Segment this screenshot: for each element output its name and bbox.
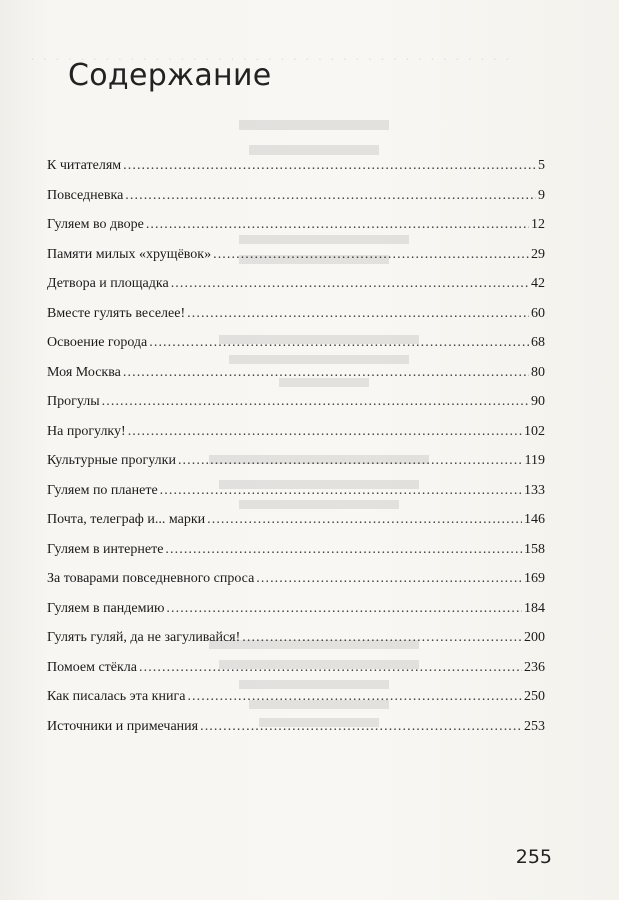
toc-entry-page: 119 <box>524 453 545 468</box>
dot-leader <box>256 564 522 594</box>
dot-leader <box>146 210 529 240</box>
toc-entry-page: 90 <box>531 394 545 409</box>
toc-entry-title: На прогулку! <box>47 423 126 439</box>
dot-leader <box>171 269 529 299</box>
toc-entry-title: К читателям <box>47 158 122 173</box>
dot-leader <box>160 476 522 506</box>
dot-leader <box>178 446 523 476</box>
toc-entry-title: Помоем стёкла <box>47 659 137 675</box>
dot-leader <box>123 151 536 181</box>
toc-entry-title: Повседневка <box>47 187 124 203</box>
toc-entry <box>47 594 545 624</box>
toc-entry-title: Гуляем во дворе <box>47 217 144 232</box>
toc-entry-title: Детвора и площадка <box>47 276 169 291</box>
toc-entry-title: За товарами повседневного спроса <box>47 571 255 586</box>
toc-entry <box>47 151 545 181</box>
toc-entry <box>47 653 545 683</box>
toc-entry <box>47 299 545 329</box>
show-through-text: . . . . . . . . . . . . . . . . . . . . . . . . . . . . . . . . . . . . . . . <box>0 0 619 900</box>
toc-entry <box>47 269 545 299</box>
toc-entry-page: 200 <box>524 630 545 645</box>
toc-entry-title: Гуляем в пандемию <box>47 600 165 616</box>
toc-entry-title: Источники и примечания <box>47 718 199 734</box>
dot-leader <box>149 328 529 358</box>
toc-entry <box>47 210 545 240</box>
toc-entry-page: 9 <box>538 187 545 203</box>
toc-entry-page: 5 <box>538 158 545 173</box>
toc-entry <box>47 623 545 653</box>
toc-entry-page: 29 <box>531 246 545 262</box>
toc-entry-title: Памяти милых «хрущёвок» <box>47 246 212 262</box>
toc-entry-page: 102 <box>524 423 545 439</box>
toc-entry <box>47 682 545 712</box>
dot-leader <box>187 682 522 712</box>
dot-leader <box>123 358 529 388</box>
toc-entry-title: Освоение города <box>47 335 148 350</box>
toc-entry-title: Как писалась эта книга <box>47 689 186 704</box>
toc-entry-page: 133 <box>524 482 545 498</box>
toc-entry-title: Почта, телеграф и... марки <box>47 512 206 527</box>
toc-entry-page: 60 <box>531 305 545 321</box>
toc-entry <box>47 476 545 506</box>
dot-leader <box>125 181 536 211</box>
toc-entry <box>47 240 545 270</box>
page-title: Содержание <box>68 58 272 93</box>
toc-entry <box>47 505 545 535</box>
toc-entry <box>47 328 545 358</box>
toc-entry-page: 184 <box>524 600 545 616</box>
toc-entry-page: 146 <box>524 512 545 527</box>
toc-entry-title: Гуляем по планете <box>47 482 158 498</box>
dot-leader <box>187 299 529 329</box>
toc-entry-page: 158 <box>524 541 545 557</box>
toc-entry <box>47 446 545 476</box>
dot-leader <box>166 594 522 624</box>
table-of-contents <box>47 151 545 741</box>
toc-entry-page: 42 <box>531 276 545 291</box>
toc-entry <box>47 181 545 211</box>
toc-entry-page: 12 <box>531 217 545 232</box>
dot-leader <box>242 623 522 653</box>
toc-entry-page: 250 <box>524 689 545 704</box>
dot-leader <box>102 387 529 417</box>
toc-entry <box>47 712 545 742</box>
toc-entry <box>47 387 545 417</box>
dot-leader <box>207 505 522 535</box>
toc-entry <box>47 358 545 388</box>
toc-entry-title: Гулять гуляй, да не загуливайся! <box>47 630 241 645</box>
toc-entry-title: Прогулы <box>47 394 100 409</box>
toc-entry-title: Моя Москва <box>47 364 121 380</box>
toc-entry-page: 236 <box>524 659 545 675</box>
toc-entry <box>47 564 545 594</box>
dot-leader <box>139 653 522 683</box>
toc-entry-page: 80 <box>531 364 545 380</box>
toc-entry-page: 169 <box>524 571 545 586</box>
dot-leader <box>128 417 522 447</box>
toc-entry-page: 253 <box>524 718 545 734</box>
toc-entry-page: 68 <box>531 335 545 350</box>
dot-leader <box>200 712 522 742</box>
toc-entry-title: Культурные прогулки <box>47 453 176 468</box>
toc-entry <box>47 535 545 565</box>
toc-entry-title: Гуляем в интернете <box>47 541 164 557</box>
toc-entry-title: Вместе гулять веселее! <box>47 305 186 321</box>
page-number: 255 <box>515 846 552 868</box>
toc-entry <box>47 417 545 447</box>
dot-leader <box>213 240 529 270</box>
dot-leader <box>165 535 522 565</box>
